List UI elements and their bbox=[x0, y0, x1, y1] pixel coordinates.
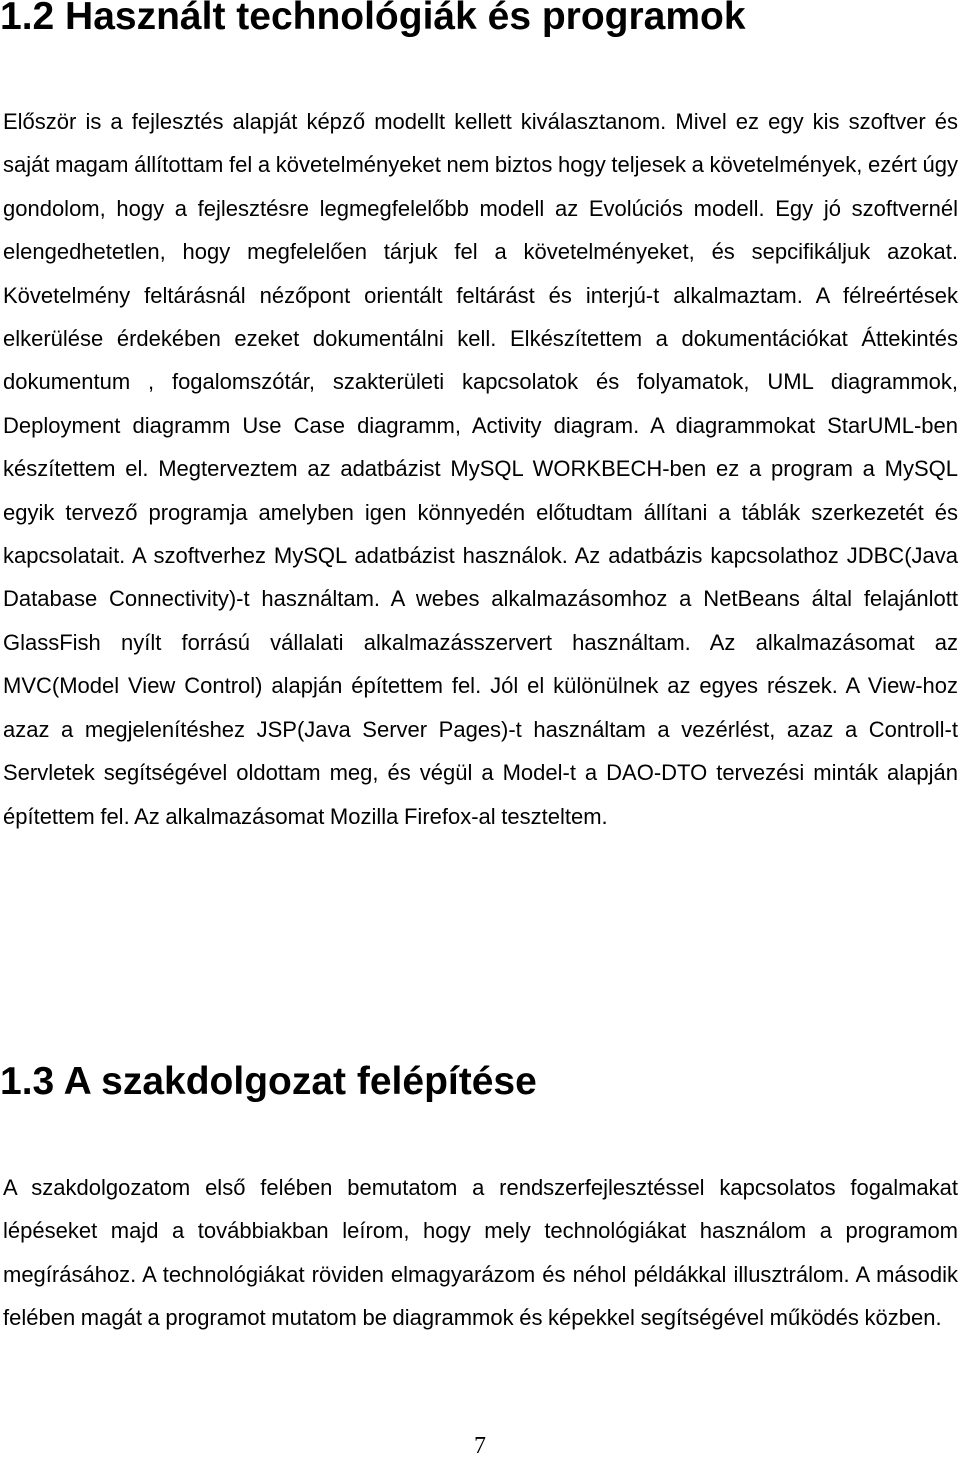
section-heading-1-3: 1.3 A szakdolgozat felépítése bbox=[0, 1060, 537, 1103]
body-paragraph-thesis-structure: A szakdolgozatom első felében bemutatom a rendszerfejlesztéssel kapcsolatos fogalmakat lépéseket majd a továbbiakban leírom, hogy mely technológiákat használom a programom megírásához. A technológiákat röviden elmagyarázom és néhol példákkal illusztrálom. A második felében magát a programot mutatom be diagrammok és képekkel segítségével működés közben. bbox=[3, 1175, 958, 1331]
section-heading-1-2: 1.2 Használt technológiák és programok bbox=[0, 0, 746, 38]
page-number: 7 bbox=[474, 1433, 486, 1459]
body-paragraph-technologies: Először is a fejlesztés alapját képző modellt kellett kiválasztanom. Mivel ez egy kis szoftver és saját magam állítottam fel a követelményeket nem biztos hogy teljesek a követelmények, ezért úgy gondolom, hogy a fejlesztésre legmegfelelőbb modell az Evolúciós modell. Egy jó szoftvernél elengedhetetlen, hogy megfelelően tárjuk fel a követelményeket, és sepcifikáljuk azokat. Követelmény feltárásnál nézőpont orientált feltárást és interjú-t alkalmaztam. A félreértések elkerülése érdekében ezeket dokumentálni kell. Elkészítettem a dokumentációkat Áttekintés dokumentum , fogalomszótár, szakterületi kapcsolatok és folyamatok, UML diagrammok, Deployment diagramm Use Case diagramm, Activity diagram. A diagrammokat StarUML-ben készítettem el. Megterveztem az adatbázist MySQL WORKBECH-ben ez a program a MySQL egyik tervező programja amelyben igen könnyedén előtudtam állítani a táblák szerkezetét és kapcsolatait. A szoftverhez MySQL adatbázist használok. Az adatbázis kapcsolathoz JDBC(Java Database Connectivity)-t használtam. A webes alkalmazásomhoz a NetBeans által felajánlott GlassFish nyílt forrású vállalati alkalmazásszervert használtam. Az alkalmazásomat az MVC(Model View Control) alapján építettem fel. Jól el különülnek az egyes részek. A View-hoz azaz a megjelenítéshez JSP(Java Server Pages)-t használtam a vezérlést, azaz a Controll-t Servletek segítségével oldottam meg, és végül a Model-t a DAO-DTO tervezési minták alapján építettem fel. Az alkalmazásomat Mozilla Firefox-al teszteltem. bbox=[3, 109, 958, 829]
